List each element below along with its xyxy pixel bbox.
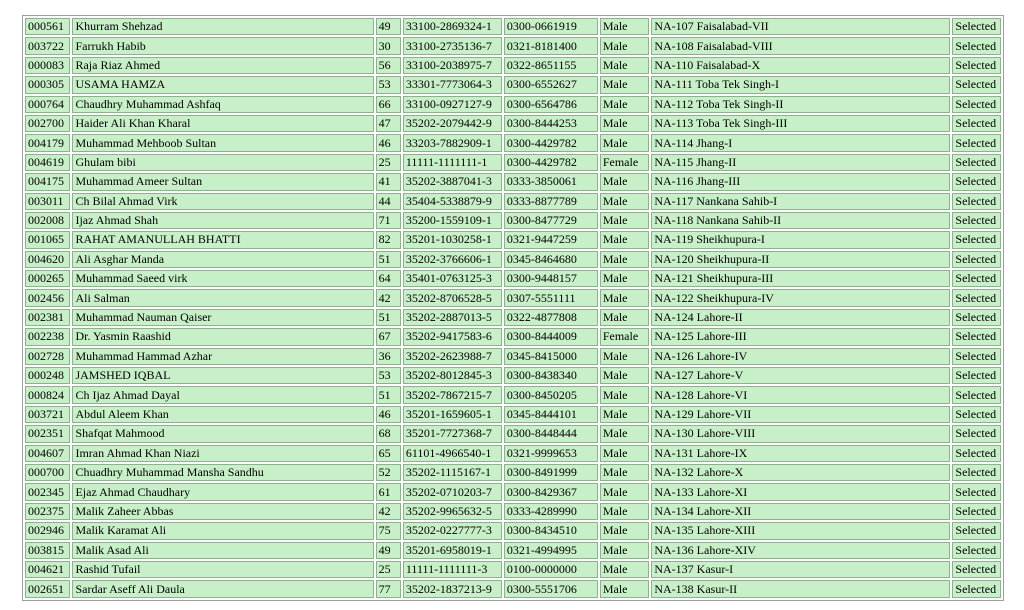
status-cell: Selected [952, 96, 1001, 113]
candidate-cnic-cell: 33100-2869324-1 [403, 18, 502, 35]
candidate-id-cell: 004620 [25, 251, 70, 268]
candidate-id-cell: 000248 [25, 367, 70, 384]
status-cell: Selected [952, 386, 1001, 403]
candidate-age-cell: 52 [376, 464, 401, 481]
candidate-name-cell: Ch Bilal Ahmad Virk [72, 193, 373, 210]
constituency-cell: NA-116 Jhang-III [651, 173, 950, 190]
constituency-cell: NA-133 Lahore-XI [651, 483, 950, 500]
candidate-age-cell: 41 [376, 173, 401, 190]
candidate-name-cell: Ch Ijaz Ahmad Dayal [72, 386, 373, 403]
table-row [25, 328, 1001, 345]
status-cell: Selected [952, 445, 1001, 462]
candidate-age-cell: 82 [376, 231, 401, 248]
constituency-cell: NA-110 Faisalabad-X [651, 57, 950, 74]
constituency-cell: NA-108 Faisalabad-VIII [651, 37, 950, 54]
candidate-name-cell: Imran Ahmad Khan Niazi [72, 445, 373, 462]
status-cell: Selected [952, 37, 1001, 54]
table-row [25, 18, 1001, 35]
status-cell: Selected [952, 134, 1001, 151]
candidate-gender-cell: Male [600, 96, 650, 113]
status-cell: Selected [952, 406, 1001, 423]
candidate-gender-cell: Male [600, 483, 650, 500]
candidate-id-cell: 004175 [25, 173, 70, 190]
candidate-phone-cell: 0345-8415000 [504, 348, 598, 365]
candidate-name-cell: Khurram Shehzad [72, 18, 373, 35]
candidate-cnic-cell: 35201-1030258-1 [403, 231, 502, 248]
candidate-age-cell: 71 [376, 212, 401, 229]
candidate-id-cell: 003815 [25, 542, 70, 559]
candidate-gender-cell: Male [600, 425, 650, 442]
table-row [25, 425, 1001, 442]
candidate-age-cell: 42 [376, 289, 401, 306]
candidate-phone-cell: 0300-5551706 [504, 580, 598, 597]
candidate-id-cell: 000824 [25, 386, 70, 403]
status-cell: Selected [952, 367, 1001, 384]
table-row [25, 115, 1001, 132]
candidate-id-cell: 000083 [25, 57, 70, 74]
constituency-cell: NA-115 Jhang-II [651, 154, 950, 171]
constituency-cell: NA-121 Sheikhupura-III [651, 270, 950, 287]
candidate-age-cell: 61 [376, 483, 401, 500]
candidate-cnic-cell: 33203-7882909-1 [403, 134, 502, 151]
status-cell: Selected [952, 154, 1001, 171]
candidate-gender-cell: Male [600, 542, 650, 559]
constituency-cell: NA-132 Lahore-X [651, 464, 950, 481]
constituency-cell: NA-122 Sheikhupura-IV [651, 289, 950, 306]
candidate-name-cell: Chaudhry Muhammad Ashfaq [72, 96, 373, 113]
status-cell: Selected [952, 231, 1001, 248]
candidate-name-cell: Ali Asghar Manda [72, 251, 373, 268]
candidate-gender-cell: Male [600, 445, 650, 462]
constituency-cell: NA-129 Lahore-VII [651, 406, 950, 423]
table-row [25, 464, 1001, 481]
candidate-phone-cell: 0333-8877789 [504, 193, 598, 210]
candidate-cnic-cell: 35200-1559109-1 [403, 212, 502, 229]
table-row [25, 212, 1001, 229]
candidate-phone-cell: 0345-8464680 [504, 251, 598, 268]
status-cell: Selected [952, 425, 1001, 442]
candidates-table [22, 15, 1004, 601]
status-cell: Selected [952, 270, 1001, 287]
candidate-gender-cell: Male [600, 406, 650, 423]
constituency-cell: NA-117 Nankana Sahib-I [651, 193, 950, 210]
constituency-cell: NA-137 Kasur-I [651, 561, 950, 578]
constituency-cell: NA-131 Lahore-IX [651, 445, 950, 462]
candidate-name-cell: RAHAT AMANULLAH BHATTI [72, 231, 373, 248]
candidate-gender-cell: Male [600, 522, 650, 539]
status-cell: Selected [952, 251, 1001, 268]
table-row [25, 542, 1001, 559]
candidate-phone-cell: 0333-3850061 [504, 173, 598, 190]
status-cell: Selected [952, 580, 1001, 597]
candidate-name-cell: Muhammad Nauman Qaiser [72, 309, 373, 326]
candidate-phone-cell: 0345-8444101 [504, 406, 598, 423]
candidate-phone-cell: 0300-8448444 [504, 425, 598, 442]
status-cell: Selected [952, 309, 1001, 326]
table-row [25, 483, 1001, 500]
constituency-cell: NA-111 Toba Tek Singh-I [651, 76, 950, 93]
candidate-phone-cell: 0300-8491999 [504, 464, 598, 481]
status-cell: Selected [952, 348, 1001, 365]
candidate-cnic-cell: 35202-2079442-9 [403, 115, 502, 132]
candidate-cnic-cell: 35404-5338879-9 [403, 193, 502, 210]
candidate-id-cell: 004621 [25, 561, 70, 578]
candidate-name-cell: Malik Karamat Ali [72, 522, 373, 539]
table-body [25, 18, 1001, 598]
candidate-phone-cell: 0300-8477729 [504, 212, 598, 229]
candidate-gender-cell: Male [600, 580, 650, 597]
candidate-age-cell: 53 [376, 367, 401, 384]
candidate-name-cell: Ejaz Ahmad Chaudhary [72, 483, 373, 500]
candidate-gender-cell: Male [600, 231, 650, 248]
constituency-cell: NA-128 Lahore-VI [651, 386, 950, 403]
candidate-age-cell: 44 [376, 193, 401, 210]
candidate-cnic-cell: 35201-1659605-1 [403, 406, 502, 423]
candidate-id-cell: 002351 [25, 425, 70, 442]
status-cell: Selected [952, 483, 1001, 500]
status-cell: Selected [952, 503, 1001, 520]
table-row [25, 406, 1001, 423]
status-cell: Selected [952, 464, 1001, 481]
candidate-age-cell: 30 [376, 37, 401, 54]
candidate-age-cell: 51 [376, 251, 401, 268]
constituency-cell: NA-134 Lahore-XII [651, 503, 950, 520]
candidate-name-cell: Dr. Yasmin Raashid [72, 328, 373, 345]
candidate-age-cell: 66 [376, 96, 401, 113]
candidate-age-cell: 65 [376, 445, 401, 462]
candidate-id-cell: 000700 [25, 464, 70, 481]
candidate-gender-cell: Male [600, 464, 650, 481]
candidate-id-cell: 003721 [25, 406, 70, 423]
candidate-phone-cell: 0300-6564786 [504, 96, 598, 113]
candidate-id-cell: 002375 [25, 503, 70, 520]
candidate-phone-cell: 0300-8444009 [504, 328, 598, 345]
candidate-gender-cell: Male [600, 193, 650, 210]
candidate-name-cell: Ijaz Ahmad Shah [72, 212, 373, 229]
candidate-id-cell: 002700 [25, 115, 70, 132]
candidate-phone-cell: 0300-0661919 [504, 18, 598, 35]
candidate-age-cell: 77 [376, 580, 401, 597]
candidate-age-cell: 75 [376, 522, 401, 539]
candidate-id-cell: 000561 [25, 18, 70, 35]
candidate-id-cell: 004179 [25, 134, 70, 151]
candidate-age-cell: 68 [376, 425, 401, 442]
candidate-cnic-cell: 11111-1111111-3 [403, 561, 502, 578]
table-row [25, 154, 1001, 171]
status-cell: Selected [952, 289, 1001, 306]
candidate-cnic-cell: 35202-1115167-1 [403, 464, 502, 481]
candidate-name-cell: Muhammad Mehboob Sultan [72, 134, 373, 151]
candidate-id-cell: 004607 [25, 445, 70, 462]
candidate-age-cell: 36 [376, 348, 401, 365]
candidate-age-cell: 51 [376, 386, 401, 403]
status-cell: Selected [952, 57, 1001, 74]
candidate-gender-cell: Male [600, 386, 650, 403]
candidate-phone-cell: 0321-4994995 [504, 542, 598, 559]
candidate-gender-cell: Male [600, 173, 650, 190]
candidate-gender-cell: Male [600, 367, 650, 384]
candidate-phone-cell: 0300-8429367 [504, 483, 598, 500]
candidate-id-cell: 003722 [25, 37, 70, 54]
candidate-name-cell: Farrukh Habib [72, 37, 373, 54]
candidate-id-cell: 002651 [25, 580, 70, 597]
candidate-cnic-cell: 33301-7773064-3 [403, 76, 502, 93]
candidate-phone-cell: 0321-9447259 [504, 231, 598, 248]
candidate-age-cell: 46 [376, 134, 401, 151]
candidate-cnic-cell: 35202-0227777-3 [403, 522, 502, 539]
candidate-age-cell: 25 [376, 561, 401, 578]
table-row [25, 231, 1001, 248]
table-row [25, 251, 1001, 268]
candidate-phone-cell: 0300-8438340 [504, 367, 598, 384]
constituency-cell: NA-118 Nankana Sahib-II [651, 212, 950, 229]
table-row [25, 522, 1001, 539]
candidate-id-cell: 000265 [25, 270, 70, 287]
status-cell: Selected [952, 173, 1001, 190]
table-row [25, 57, 1001, 74]
candidate-cnic-cell: 33100-0927127-9 [403, 96, 502, 113]
candidate-phone-cell: 0321-8181400 [504, 37, 598, 54]
candidate-cnic-cell: 33100-2038975-7 [403, 57, 502, 74]
candidate-id-cell: 002238 [25, 328, 70, 345]
candidate-name-cell: Ali Salman [72, 289, 373, 306]
table-row [25, 134, 1001, 151]
table-row [25, 503, 1001, 520]
constituency-cell: NA-112 Toba Tek Singh-II [651, 96, 950, 113]
candidate-age-cell: 49 [376, 18, 401, 35]
candidate-name-cell: Rashid Tufail [72, 561, 373, 578]
candidate-gender-cell: Male [600, 134, 650, 151]
constituency-cell: NA-127 Lahore-V [651, 367, 950, 384]
candidate-cnic-cell: 35202-9417583-6 [403, 328, 502, 345]
candidate-name-cell: Malik Zaheer Abbas [72, 503, 373, 520]
candidate-gender-cell: Male [600, 37, 650, 54]
table-row [25, 561, 1001, 578]
candidate-gender-cell: Male [600, 561, 650, 578]
candidate-cnic-cell: 35202-1837213-9 [403, 580, 502, 597]
table-row [25, 367, 1001, 384]
candidate-age-cell: 51 [376, 309, 401, 326]
candidate-id-cell: 002728 [25, 348, 70, 365]
candidate-phone-cell: 0321-9999653 [504, 445, 598, 462]
constituency-cell: NA-136 Lahore-XIV [651, 542, 950, 559]
candidate-name-cell: Chuadhry Muhammad Mansha Sandhu [72, 464, 373, 481]
candidate-gender-cell: Male [600, 270, 650, 287]
candidate-id-cell: 000305 [25, 76, 70, 93]
candidate-gender-cell: Male [600, 289, 650, 306]
candidate-cnic-cell: 35202-0710203-7 [403, 483, 502, 500]
candidate-gender-cell: Male [600, 57, 650, 74]
candidate-age-cell: 53 [376, 76, 401, 93]
constituency-cell: NA-138 Kasur-II [651, 580, 950, 597]
constituency-cell: NA-135 Lahore-XIII [651, 522, 950, 539]
candidate-cnic-cell: 35201-6958019-1 [403, 542, 502, 559]
candidate-age-cell: 47 [376, 115, 401, 132]
candidate-id-cell: 002946 [25, 522, 70, 539]
constituency-cell: NA-125 Lahore-III [651, 328, 950, 345]
candidates-table-container [22, 15, 1004, 601]
candidate-cnic-cell: 11111-1111111-1 [403, 154, 502, 171]
status-cell: Selected [952, 18, 1001, 35]
candidate-age-cell: 25 [376, 154, 401, 171]
candidate-id-cell: 003011 [25, 193, 70, 210]
candidate-name-cell: Shafqat Mahmood [72, 425, 373, 442]
table-row [25, 289, 1001, 306]
candidate-gender-cell: Female [600, 154, 650, 171]
table-row [25, 270, 1001, 287]
candidate-gender-cell: Male [600, 309, 650, 326]
constituency-cell: NA-130 Lahore-VIII [651, 425, 950, 442]
candidate-name-cell: Abdul Aleem Khan [72, 406, 373, 423]
candidate-age-cell: 64 [376, 270, 401, 287]
candidate-gender-cell: Male [600, 348, 650, 365]
constituency-cell: NA-124 Lahore-II [651, 309, 950, 326]
status-cell: Selected [952, 522, 1001, 539]
candidate-cnic-cell: 35202-7867215-7 [403, 386, 502, 403]
table-row [25, 309, 1001, 326]
candidate-gender-cell: Male [600, 212, 650, 229]
candidate-cnic-cell: 35202-8012845-3 [403, 367, 502, 384]
candidate-phone-cell: 0300-8434510 [504, 522, 598, 539]
candidate-name-cell: Muhammad Hammad Azhar [72, 348, 373, 365]
table-row [25, 76, 1001, 93]
candidate-phone-cell: 0333-4289990 [504, 503, 598, 520]
candidate-name-cell: Malik Asad Ali [72, 542, 373, 559]
table-row [25, 96, 1001, 113]
candidate-gender-cell: Male [600, 251, 650, 268]
candidate-cnic-cell: 35202-2623988-7 [403, 348, 502, 365]
candidate-id-cell: 000764 [25, 96, 70, 113]
candidate-age-cell: 67 [376, 328, 401, 345]
candidate-cnic-cell: 35202-2887013-5 [403, 309, 502, 326]
candidate-cnic-cell: 61101-4966540-1 [403, 445, 502, 462]
status-cell: Selected [952, 561, 1001, 578]
candidate-phone-cell: 0300-8444253 [504, 115, 598, 132]
candidate-name-cell: Ghulam bibi [72, 154, 373, 171]
status-cell: Selected [952, 212, 1001, 229]
candidate-phone-cell: 0100-0000000 [504, 561, 598, 578]
candidate-cnic-cell: 35202-3766606-1 [403, 251, 502, 268]
candidate-gender-cell: Male [600, 18, 650, 35]
candidate-cnic-cell: 35202-8706528-5 [403, 289, 502, 306]
candidate-age-cell: 56 [376, 57, 401, 74]
candidate-phone-cell: 0300-9448157 [504, 270, 598, 287]
candidate-name-cell: USAMA HAMZA [72, 76, 373, 93]
constituency-cell: NA-113 Toba Tek Singh-III [651, 115, 950, 132]
candidate-id-cell: 002008 [25, 212, 70, 229]
candidate-cnic-cell: 35202-3887041-3 [403, 173, 502, 190]
candidate-gender-cell: Male [600, 503, 650, 520]
constituency-cell: NA-119 Sheikhupura-I [651, 231, 950, 248]
candidate-phone-cell: 0300-6552627 [504, 76, 598, 93]
candidate-age-cell: 49 [376, 542, 401, 559]
candidate-cnic-cell: 33100-2735136-7 [403, 37, 502, 54]
candidate-id-cell: 004619 [25, 154, 70, 171]
candidate-gender-cell: Male [600, 115, 650, 132]
status-cell: Selected [952, 328, 1001, 345]
table-row [25, 173, 1001, 190]
candidate-name-cell: JAMSHED IQBAL [72, 367, 373, 384]
table-row [25, 445, 1001, 462]
candidate-name-cell: Raja Riaz Ahmed [72, 57, 373, 74]
candidate-name-cell: Sardar Aseff Ali Daula [72, 580, 373, 597]
status-cell: Selected [952, 193, 1001, 210]
candidate-cnic-cell: 35201-7727368-7 [403, 425, 502, 442]
candidate-age-cell: 42 [376, 503, 401, 520]
candidate-name-cell: Muhammad Ameer Sultan [72, 173, 373, 190]
candidate-gender-cell: Female [600, 328, 650, 345]
table-row [25, 193, 1001, 210]
table-row [25, 348, 1001, 365]
candidate-phone-cell: 0300-8450205 [504, 386, 598, 403]
candidate-phone-cell: 0300-4429782 [504, 134, 598, 151]
constituency-cell: NA-126 Lahore-IV [651, 348, 950, 365]
candidate-phone-cell: 0307-5551111 [504, 289, 598, 306]
candidate-gender-cell: Male [600, 76, 650, 93]
status-cell: Selected [952, 542, 1001, 559]
candidate-id-cell: 001065 [25, 231, 70, 248]
candidate-age-cell: 46 [376, 406, 401, 423]
constituency-cell: NA-120 Sheikhupura-II [651, 251, 950, 268]
candidate-id-cell: 002381 [25, 309, 70, 326]
candidate-name-cell: Haider Ali Khan Kharal [72, 115, 373, 132]
candidate-cnic-cell: 35401-0763125-3 [403, 270, 502, 287]
table-row [25, 37, 1001, 54]
table-row [25, 386, 1001, 403]
candidate-name-cell: Muhammad Saeed virk [72, 270, 373, 287]
table-row [25, 580, 1001, 597]
status-cell: Selected [952, 115, 1001, 132]
constituency-cell: NA-107 Faisalabad-VII [651, 18, 950, 35]
candidate-phone-cell: 0322-8651155 [504, 57, 598, 74]
candidate-phone-cell: 0322-4877808 [504, 309, 598, 326]
constituency-cell: NA-114 Jhang-I [651, 134, 950, 151]
candidate-id-cell: 002345 [25, 483, 70, 500]
candidate-id-cell: 002456 [25, 289, 70, 306]
candidate-phone-cell: 0300-4429782 [504, 154, 598, 171]
candidate-cnic-cell: 35202-9965632-5 [403, 503, 502, 520]
status-cell: Selected [952, 76, 1001, 93]
